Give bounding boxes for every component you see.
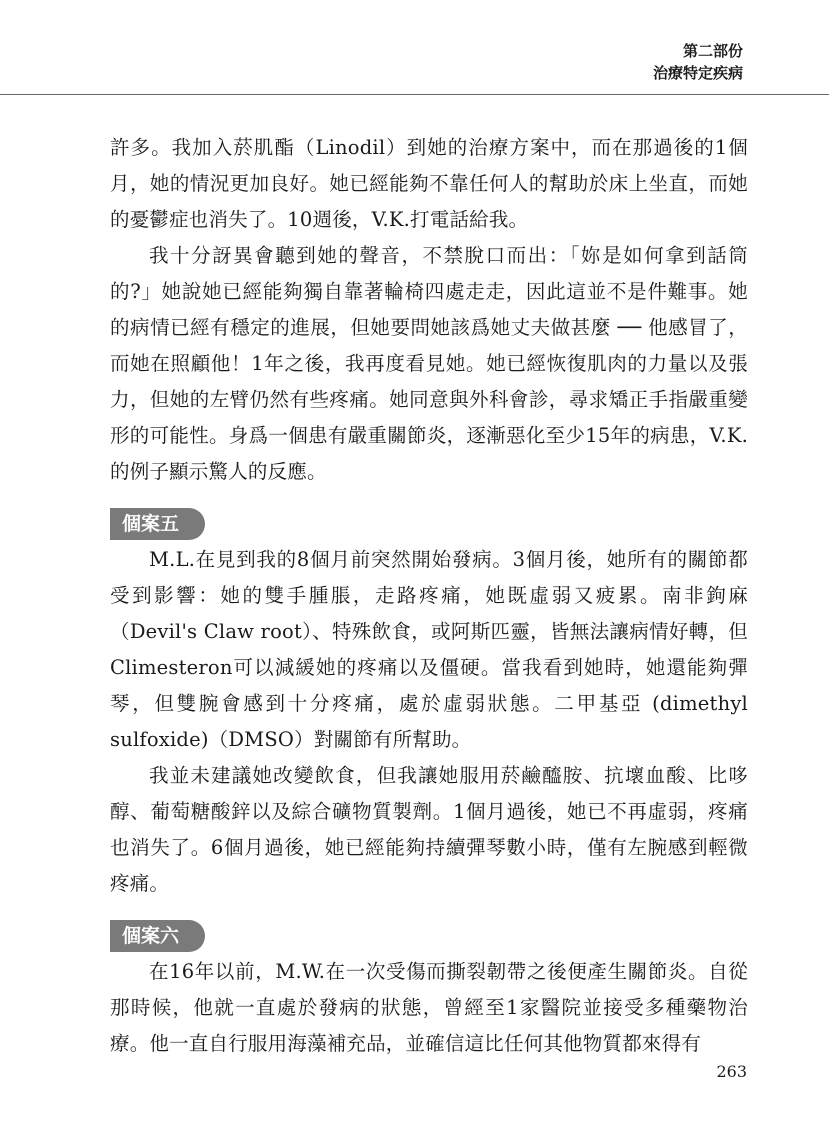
paragraph: 我十分訝異會聽到她的聲音，不禁脫口而出：「妳是如何拿到話筒的?」她說她已經能夠獨自靠著輪椅四處走走，因此這並不是件難事。她的病情已經有穩定的進展，但她要問她該爲她丈夫做甚麼 ── 他感冒了，而她在照顧他！1年之後，我再度看見她。她已經恢復肌肉的力量以及張力，但她的左臂仍然有些疼痛。她同意與外科會診，尋求矯正手指嚴重變形的可能性。身爲一個患有嚴重關節炎，逐漸惡化至少15年的病患，V.K.的例子顯示驚人的反應。 [110, 244, 748, 483]
page-body [110, 130, 748, 1062]
page-number: 263 [716, 1062, 747, 1081]
paragraph: M.L.在見到我的8個月前突然開始發病。3個月後，她所有的關節都受到影響：她的雙手腫脹，走路疼痛，她既虛弱又疲累。南非鉤麻（Devil's Claw root）、特殊飲食，或阿斯匹靈，皆無法讓病情好轉，但Climesteron可以減緩她的疼痛以及僵硬。當我看到她時，她還能夠彈琴，但雙腕會感到十分疼痛，處於虛弱狀態。二甲基亞 (dimethyl sulfoxide)（DMSO）對關節有所幫助。 [110, 548, 748, 751]
case-six-label: 個案六 [110, 920, 205, 952]
header-rule [0, 94, 829, 95]
header-part: 第二部份 [682, 42, 743, 60]
paragraph: 我並未建議她改變飲食，但我讓她服用菸鹼醯胺、抗壞血酸、比哆醇、葡萄糖酸鋅以及綜合礦物質製劑。1個月過後，她已不再虛弱，疼痛也消失了。6個月過後，她已經能夠持續彈琴數小時，僅有左腕感到輕微疼痛。 [110, 764, 748, 895]
paragraph: 在16年以前，M.W.在一次受傷而撕裂韌帶之後便產生關節炎。自從那時候，他就一直處於發病的狀態，曾經至1家醫院並接受多種藥物治療。他一直自行服用海藻補充品，並確信這比任何其他物質都來得有 [110, 960, 748, 1055]
header-section: 治療特定疾病 [652, 64, 743, 82]
running-header [653, 40, 743, 84]
case-five-label: 個案五 [110, 508, 205, 540]
paragraph-continued: 許多。我加入菸肌酯（Linodil）到她的治療方案中，而在那過後的1個月，她的情況更加良好。她已經能夠不靠任何人的幫助於床上坐直，而她的憂鬱症也消失了。10週後，V.K.打電話給我。 [110, 136, 748, 231]
